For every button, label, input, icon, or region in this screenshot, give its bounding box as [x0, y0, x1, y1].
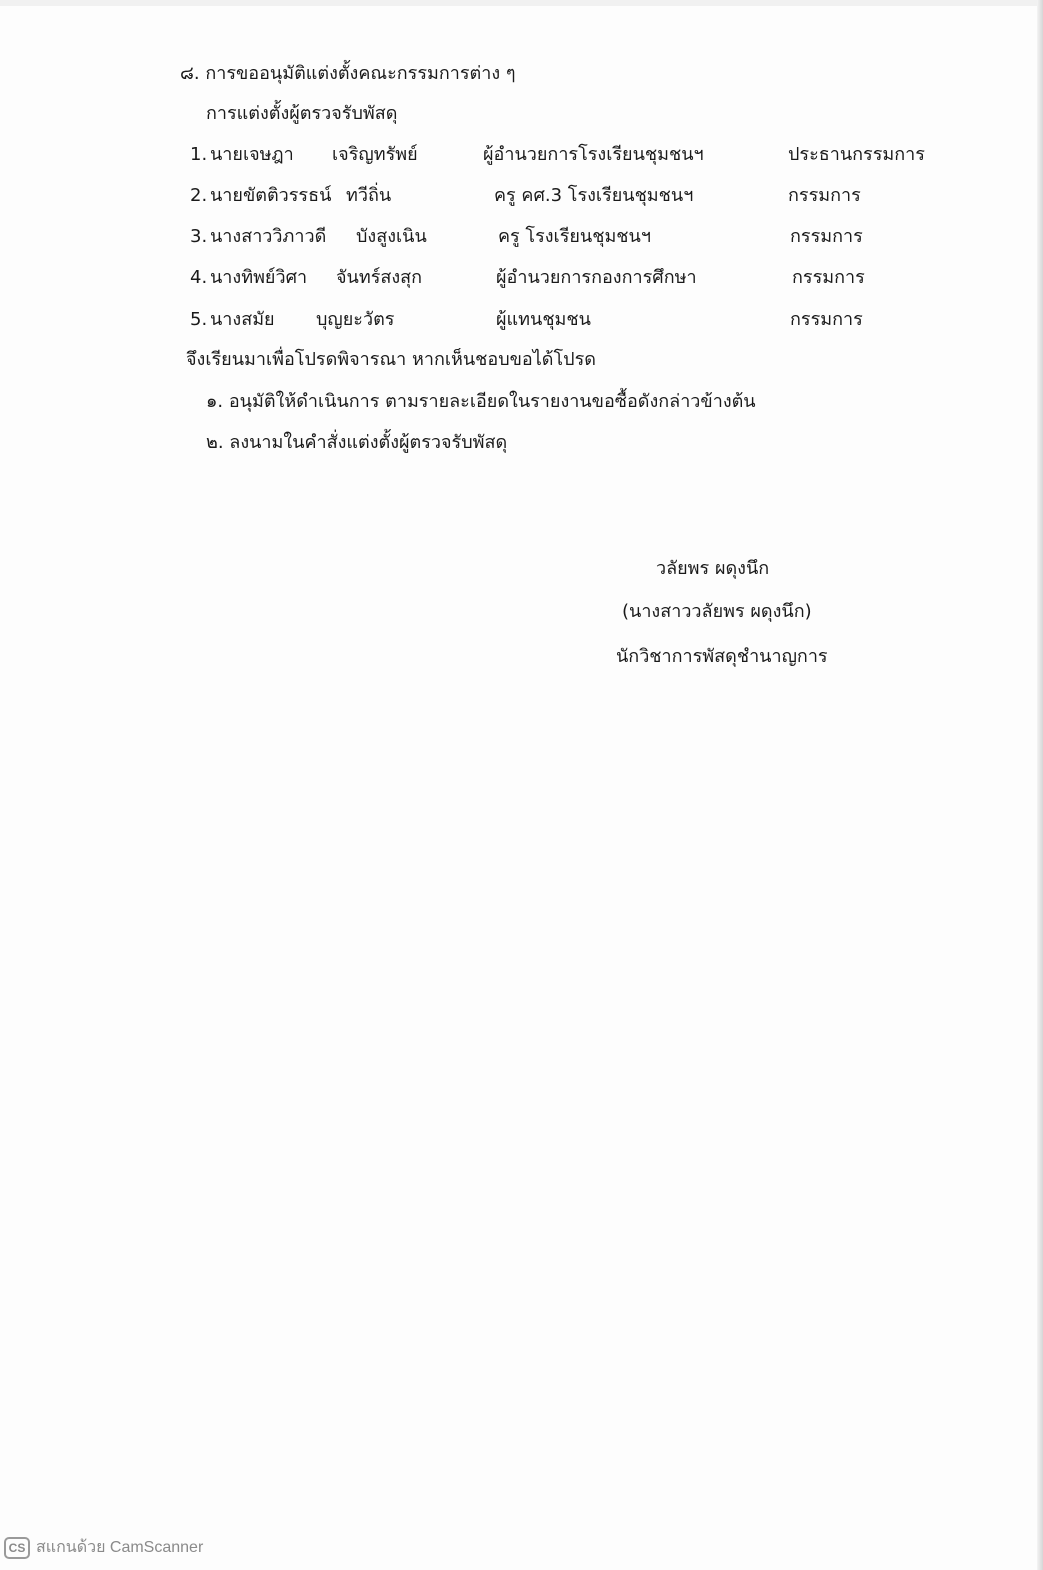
scanner-watermark: สแกนด้วย CamScanner: [36, 1539, 204, 1556]
section-heading: ๘. การขออนุมัติแต่งตั้งคณะกรรมการต่าง ๆ: [180, 63, 516, 84]
subheading: การแต่งตั้งผู้ตรวจรับพัสดุ: [206, 103, 398, 124]
signer-full-name: (นางสาววลัยพร ผดุงนึก): [622, 601, 812, 622]
member-surname: บังสูงเนิน: [356, 226, 427, 247]
row-number: 3.: [190, 226, 208, 247]
member-position: ผู้อำนวยการกองการศึกษา: [496, 267, 697, 288]
member-position: ผู้อำนวยการโรงเรียนชุมชนฯ: [483, 144, 704, 165]
member-surname: เจริญทรัพย์: [332, 144, 418, 165]
scan-right-edge: [1037, 0, 1043, 1570]
row-number: 4.: [190, 267, 208, 288]
member-name: นางสมัย: [210, 309, 275, 330]
member-role: กรรมการ: [790, 309, 863, 330]
member-position: ผู้แทนชุมชน: [496, 309, 591, 330]
member-role: กรรมการ: [792, 267, 865, 288]
member-name: นางทิพย์วิศา: [210, 267, 308, 288]
member-position: ครู โรงเรียนชุมชนฯ: [498, 226, 651, 247]
row-number: 1.: [190, 144, 208, 165]
member-name: นายเจษฎา: [210, 144, 294, 165]
member-position: ครู คศ.3 โรงเรียนชุมชนฯ: [494, 185, 694, 206]
member-surname: จันทร์สงสุก: [336, 267, 423, 288]
member-name: นายขัตติวรรธน์: [210, 185, 332, 206]
member-name: นางสาววิภาวดี: [210, 226, 327, 247]
row-number: 2.: [190, 185, 208, 206]
camscanner-logo: CS: [4, 1537, 30, 1559]
request-line: จึงเรียนมาเพื่อโปรดพิจารณา หากเห็นชอบขอได้โปรด: [186, 349, 596, 370]
member-surname: ทวีถิ่น: [346, 185, 392, 206]
scan-top-edge: [0, 0, 1043, 6]
member-role: กรรมการ: [788, 185, 861, 206]
request-item-1: ๑. อนุมัติให้ดำเนินการ ตามรายละเอียดในรายงานขอซื้อดังกล่าวข้างต้น: [206, 391, 756, 412]
member-role: ประธานกรรมการ: [788, 144, 925, 165]
row-number: 5.: [190, 309, 208, 330]
member-role: กรรมการ: [790, 226, 863, 247]
signed-name: วลัยพร ผดุงนึก: [656, 558, 770, 579]
signer-title: นักวิชาการพัสดุชำนาญการ: [616, 646, 828, 667]
member-surname: บุญยะวัตร: [316, 309, 395, 330]
request-item-2: ๒. ลงนามในคำสั่งแต่งตั้งผู้ตรวจรับพัสดุ: [206, 432, 508, 453]
